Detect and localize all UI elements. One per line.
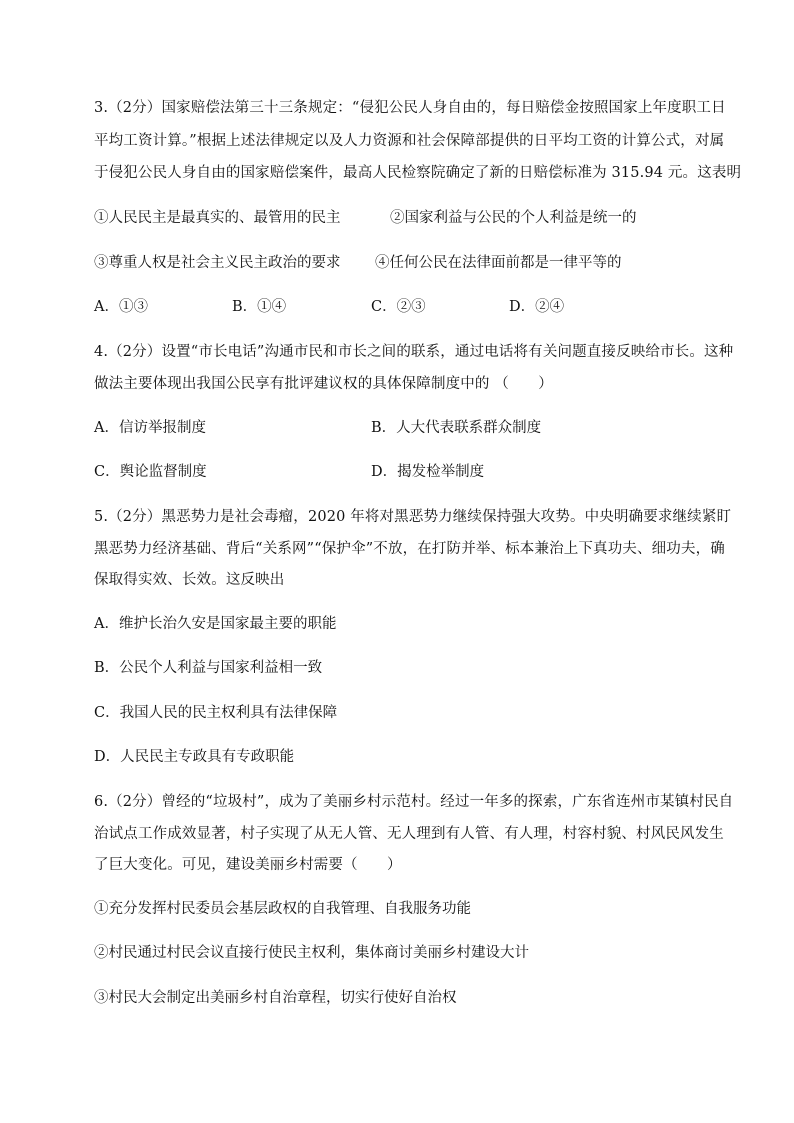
q3-line-3: 于侵犯公民人身自由的国家赔偿案件，最高人民检察院确定了新的日赔偿标准为 315.94 元。这表明 <box>94 165 742 181</box>
q3-statement-3: ③尊重人权是社会主义民主政治的要求 <box>94 255 341 271</box>
q4-option-d: D．揭发检举制度 <box>371 464 485 480</box>
q6-line-3: 了巨大变化。可见，建设美丽乡村需要（ ） <box>94 857 402 873</box>
q3-statement-4: ④任何公民在法律面前都是一律平等的 <box>375 255 622 271</box>
q6-statement-2: ②村民通过村民会议直接行使民主权利，集体商讨美丽乡村建设大计 <box>94 945 529 961</box>
q6-line-2: 治试点工作成效显著，村子实现了从无人管、无人理到有人管、有人理，村容村貌、村风民风发生 <box>94 826 724 842</box>
q5-option-c: C．我国人民的民主权利具有法律保障 <box>94 705 338 721</box>
q5-option-b: B．公民个人利益与国家利益相一致 <box>94 660 323 676</box>
q5-option-a: A．维护长治久安是国家最主要的职能 <box>94 616 337 632</box>
q4-line-1: 4.（2分）设置“市长电话”沟通市民和市长之间的联系，通过电话将有关问题直接反映给市长。这种 <box>94 344 734 360</box>
q3-line-1: 3.（2分）国家赔偿法第三十三条规定：“侵犯公民人身自由的，每日赔偿金按照国家上年度职工日 <box>94 100 726 116</box>
q3-option-b: B．①④ <box>232 299 287 315</box>
q5-line-3: 保取得实效、长效。这反映出 <box>94 572 285 588</box>
q3-option-d: D．②④ <box>509 299 565 315</box>
q5-line-1: 5.（2分）黑恶势力是社会毒瘤，2020 年将对黑恶势力继续保持强大攻势。中央明确要求继续紧盯 <box>94 509 732 525</box>
q3-option-c: C．②③ <box>371 299 426 315</box>
q4-option-c: C．舆论监督制度 <box>94 464 207 480</box>
q3-statement-1: ①人民民主是最真实的、最管用的民主 <box>94 210 341 226</box>
q4-line-2: 做法主要体现出我国公民享有批评建议权的具体保障制度中的 （ ） <box>94 376 553 392</box>
q4-option-b: B．人大代表联系群众制度 <box>371 420 542 436</box>
q5-line-2: 黑恶势力经济基础、背后“关系网”“保护伞”不放，在打防并举、标本兼治上下真功夫、细功夫，确 <box>94 541 725 557</box>
q6-line-1: 6.（2分）曾经的“垃圾村”，成为了美丽乡村示范村。经过一年多的探索，广东省连州市某镇村民自 <box>94 794 734 810</box>
q3-option-a: A．①③ <box>94 299 148 315</box>
q3-statement-2: ②国家利益与公民的个人利益是统一的 <box>390 210 637 226</box>
q5-option-d: D．人民民主专政具有专政职能 <box>94 749 295 765</box>
q4-option-a: A．信访举报制度 <box>94 420 206 436</box>
q3-line-2: 平均工资计算。”根据上述法律规定以及人力资源和社会保障部提供的日平均工资的计算公式，对属 <box>94 133 725 149</box>
q6-statement-3: ③村民大会制定出美丽乡村自治章程，切实行使好自治权 <box>94 990 457 1006</box>
q6-statement-1: ①充分发挥村民委员会基层政权的自我管理、自我服务功能 <box>94 901 471 917</box>
